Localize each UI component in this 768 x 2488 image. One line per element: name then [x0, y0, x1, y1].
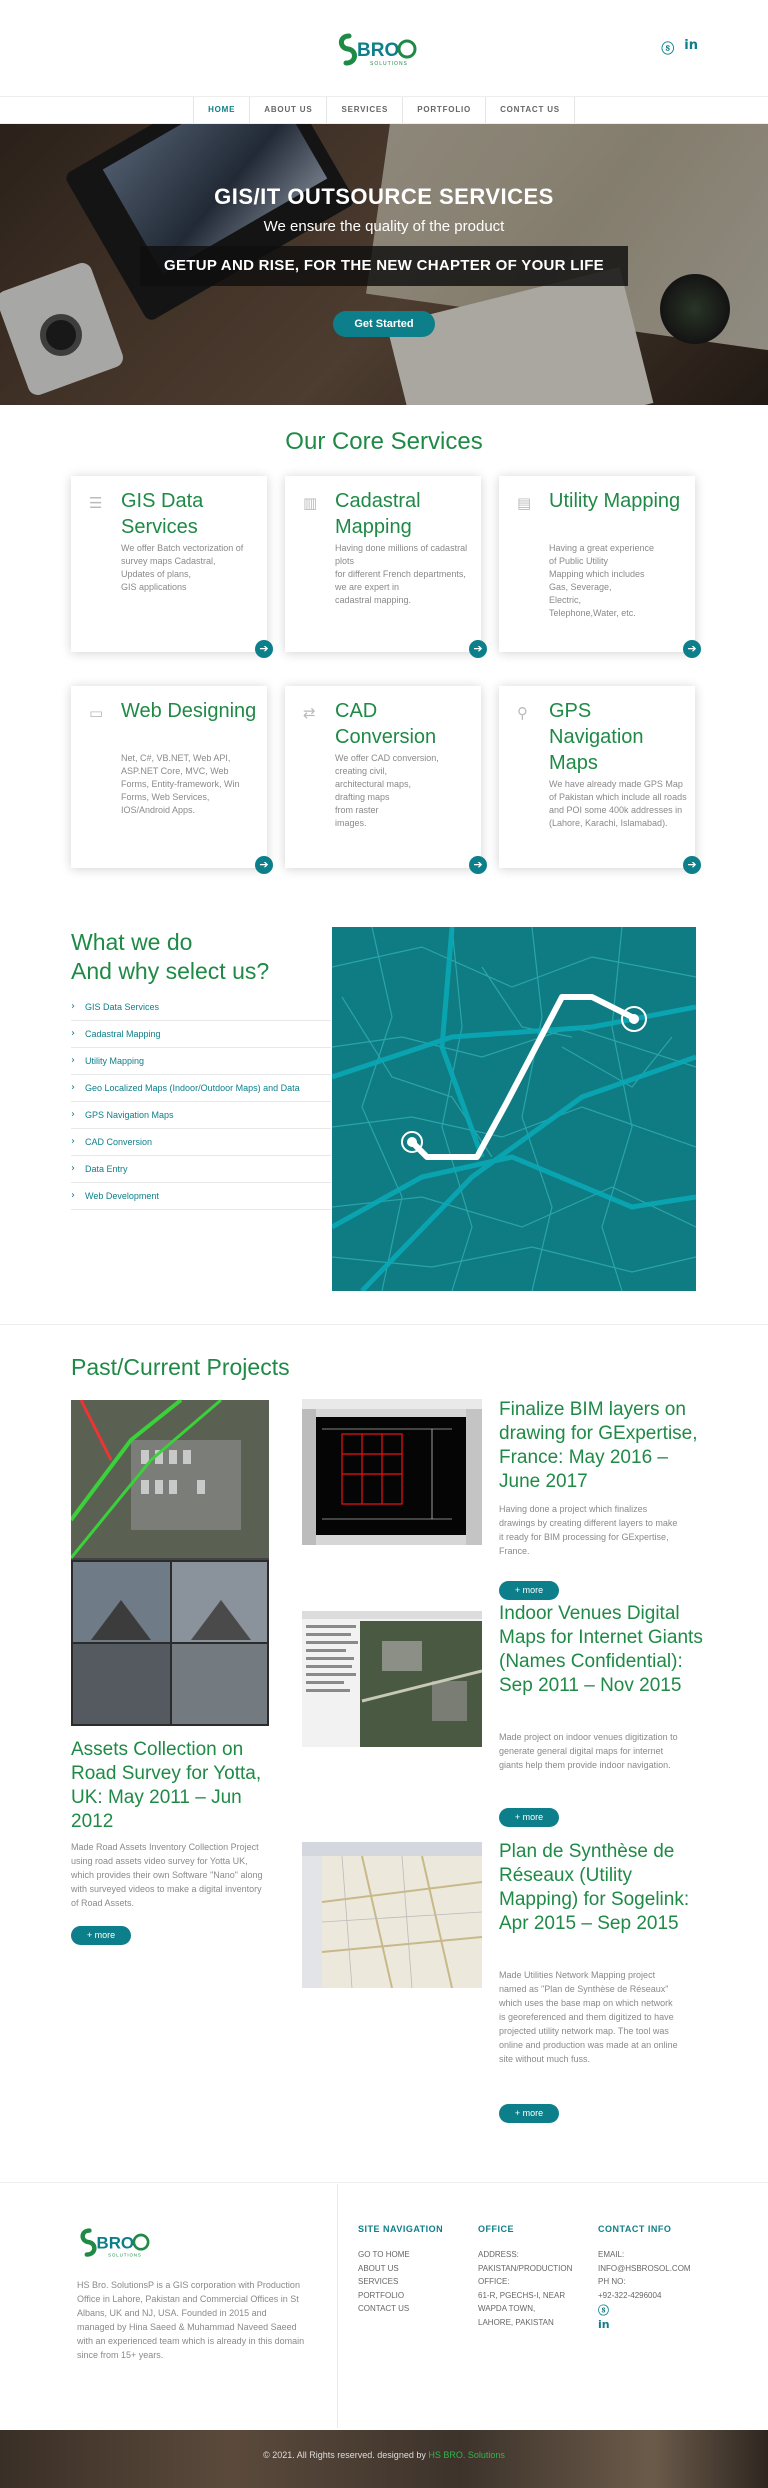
- arrow-right-icon[interactable]: ➔: [255, 640, 273, 658]
- section-divider: [0, 1324, 768, 1325]
- footer-office-address: [478, 2248, 572, 2329]
- service-card-gis-data[interactable]: [71, 476, 269, 655]
- project-title: Plan de Synthèse de Réseaux (Utility Mapping) for Sogelink: Apr 2015 – Sep 2015: [499, 1841, 690, 1934]
- map-marker-icon: ⚲: [517, 704, 528, 722]
- chevron-right-icon: ›: [71, 1163, 75, 1174]
- footer-link-home[interactable]: GO TO HOME: [358, 2250, 410, 2259]
- project-image-bim-layers: [302, 1399, 482, 1545]
- footer-site-nav: [358, 2248, 410, 2316]
- list-item[interactable]: [71, 1183, 331, 1210]
- list-item-label: GPS Navigation Maps: [85, 1110, 174, 1120]
- list-item[interactable]: [71, 1048, 331, 1075]
- list-item-label: Utility Mapping: [85, 1056, 145, 1066]
- service-card-gps-navigation[interactable]: [499, 686, 697, 871]
- list-item[interactable]: [71, 1102, 331, 1129]
- projects-heading: Past/Current Projects: [71, 1354, 290, 1380]
- database-icon: ☰: [89, 494, 103, 512]
- more-button[interactable]: + more: [71, 1926, 131, 1945]
- service-card-text: Having a great experience of Public Utility Mapping which includes Gas, Severage, Electric, Telephone,Water, etc.: [549, 543, 655, 618]
- list-item-label: CAD Conversion: [85, 1137, 153, 1147]
- chevron-right-icon: ›: [71, 1136, 75, 1147]
- footer-office-line: OFFICE:: [478, 2277, 510, 2286]
- service-card-cad-conversion[interactable]: [285, 686, 483, 871]
- project-title: Finalize BIM layers on drawing for GExpertise, France: May 2016 – June 2017: [499, 1399, 698, 1492]
- chevron-right-icon: ›: [71, 1082, 75, 1093]
- list-item[interactable]: [71, 994, 331, 1021]
- chevron-right-icon: ›: [71, 1001, 75, 1012]
- footer-contact-line: EMAIL:: [598, 2250, 625, 2259]
- footer-phone-link[interactable]: +92-322-4296004: [598, 2290, 662, 2300]
- footer-contact-info: [598, 2248, 691, 2331]
- hero-title: GIS/IT OUTSOURCE SERVICES: [214, 184, 554, 209]
- list-item[interactable]: [71, 1156, 331, 1183]
- more-button[interactable]: + more: [499, 1808, 559, 1827]
- brand-logo[interactable]: [335, 30, 425, 70]
- services-heading: Our Core Services: [285, 428, 483, 455]
- footer-about-text: HS Bro. SolutionsP is a GIS corporation with Production Office in Lahore, Pakistan and Commercial Offices in St Albans, UK and NJ, USA. Founded in 2015 and managed by Hina Saeed & Muhammad Naveed Saeed with an experienced team which is already in this domain since from 15+ years.: [77, 2280, 305, 2360]
- social-links: [661, 38, 698, 57]
- footer-link-services[interactable]: SERVICES: [358, 2277, 399, 2286]
- chevron-right-icon: ›: [71, 1055, 75, 1066]
- chevron-right-icon: ›: [71, 1190, 75, 1201]
- project-image-road-survey: [71, 1400, 269, 1726]
- footer-linkedin-icon[interactable]: in: [598, 2317, 610, 2331]
- footer-office-line: PAKISTAN/PRODUCTION: [478, 2263, 573, 2273]
- footer-site-nav-heading: SITE NAVIGATION: [358, 2224, 444, 2234]
- service-card-title: CAD Conversion: [335, 700, 437, 748]
- service-card-text: Net, C#, VB.NET, Web API, ASP.NET Core, MVC, Web Forms, Entity-framework, Win Forms, Web Services, IOS/Android Apps.: [121, 753, 240, 815]
- footer-office-line: LAHORE, PAKISTAN: [478, 2317, 554, 2327]
- project-text: Having done a project which finalizes drawings by creating different layers to make it ready for BIM processing for GExpertise, France.: [499, 1504, 678, 1556]
- list-item-label: Cadastral Mapping: [85, 1029, 161, 1039]
- nav-services[interactable]: SERVICES: [326, 97, 402, 123]
- copyright-label: © 2021. All Rights reserved. designed by: [263, 2450, 426, 2460]
- arrow-right-icon[interactable]: ➔: [255, 856, 273, 874]
- hero-subtitle: We ensure the quality of the product: [263, 218, 505, 235]
- footer-office-line: WAPDA TOWN,: [478, 2304, 536, 2313]
- project-title: Assets Collection on Road Survey for Yotta, UK: May 2011 – Jun 2012: [71, 1739, 262, 1832]
- chevron-right-icon: ›: [71, 1028, 75, 1039]
- nav-contact-us[interactable]: CONTACT US: [485, 97, 575, 123]
- main-nav: [0, 96, 768, 124]
- hero-tagline: GETUP AND RISE, FOR THE NEW CHAPTER OF YOUR LIFE: [140, 246, 628, 286]
- get-started-button[interactable]: Get Started: [333, 311, 435, 337]
- footer-link-portfolio[interactable]: PORTFOLIO: [358, 2290, 405, 2300]
- what-we-do-title-line2: And why select us?: [71, 958, 270, 984]
- footer-email-link[interactable]: INFO@HSBROSOL.COM: [598, 2263, 691, 2273]
- exchange-icon: ⇄: [303, 704, 316, 722]
- copyright-text: [0, 2450, 768, 2460]
- footer-divider: [337, 2184, 338, 2428]
- svg-text:SOLUTIONS: SOLUTIONS: [108, 2252, 142, 2258]
- list-item-label: Geo Localized Maps (Indoor/Outdoor Maps) and Data: [85, 1083, 300, 1093]
- arrow-right-icon[interactable]: ➔: [683, 640, 701, 658]
- service-card-text: We have already made GPS Map of Pakistan which include all roads and POI some 400k addresses in (Lahore, Karachi, Islamabad).: [549, 779, 687, 828]
- footer-skype-icon[interactable]: ⓢ: [598, 2304, 609, 2317]
- project-text: Made Road Assets Inventory Collection Project using road assets video survey for Yotta UK, which provides their own Software "Nano" along with surveyed videos to make a digital inventory of Road Assets.: [71, 1842, 263, 1908]
- list-item-label: Data Entry: [85, 1164, 128, 1174]
- chevron-right-icon: ›: [71, 1109, 75, 1120]
- service-card-title: GPS Navigation Maps: [549, 700, 644, 774]
- footer-logo[interactable]: [77, 2224, 157, 2262]
- nav-home[interactable]: HOME: [193, 97, 249, 123]
- hero-banner: [0, 124, 768, 405]
- service-card-web-designing[interactable]: [71, 686, 269, 871]
- footer-office-heading: OFFICE: [478, 2224, 514, 2234]
- service-card-text: Having done millions of cadastral plots for different French departments, we are expert in cadastral mapping.: [335, 543, 468, 605]
- arrow-right-icon[interactable]: ➔: [469, 640, 487, 658]
- project-text: Made Utilities Network Mapping project named as "Plan de Synthèse de Réseaux" which uses the base map on which network is georeferenced and them digitized to have projected utility network map. The tool was online and production was made at an online site without much fuss.: [499, 1970, 678, 2064]
- svg-text:SOLUTIONS: SOLUTIONS: [370, 61, 408, 67]
- service-card-title: GIS Data Services: [121, 490, 204, 538]
- project-title: Indoor Venues Digital Maps for Internet Giants (Names Confidential): Sep 2011 – Nov 2015: [499, 1603, 703, 1696]
- list-item-label: Web Development: [85, 1191, 159, 1201]
- service-card-cadastral[interactable]: [285, 476, 483, 655]
- footer-office-line: 61-R, PGECHS-I, NEAR: [478, 2290, 566, 2300]
- site-header: [0, 0, 768, 96]
- more-button[interactable]: + more: [499, 2104, 559, 2123]
- map-outline-icon: ▤: [517, 494, 532, 512]
- list-item-label: GIS Data Services: [85, 1002, 160, 1012]
- nav-about-us[interactable]: ABOUT US: [249, 97, 326, 123]
- service-card-title: Cadastral Mapping: [335, 490, 421, 538]
- list-item[interactable]: [71, 1129, 331, 1156]
- project-image-utility-mapping: [302, 1842, 482, 1988]
- list-item[interactable]: [71, 1075, 331, 1102]
- navigation-map-illustration: [332, 927, 696, 1291]
- more-button[interactable]: + more: [499, 1581, 559, 1600]
- linkedin-icon[interactable]: in: [684, 38, 698, 53]
- list-item[interactable]: [71, 1021, 331, 1048]
- footer-contact-line: PH NO:: [598, 2277, 626, 2286]
- service-card-title: Web Designing: [121, 700, 257, 722]
- designer-link[interactable]: HS BRO. Solutions: [428, 2450, 505, 2460]
- arrow-right-icon[interactable]: ➔: [469, 856, 487, 874]
- map-icon: ▥: [303, 494, 318, 512]
- footer-contact-heading: CONTACT INFO: [598, 2224, 672, 2234]
- monitor-icon: ▭: [89, 704, 104, 722]
- what-we-do-title-line1: What we do: [71, 929, 193, 955]
- arrow-right-icon[interactable]: ➔: [683, 856, 701, 874]
- skype-icon[interactable]: ⓢ: [661, 42, 675, 57]
- what-we-do-heading: [71, 928, 341, 986]
- service-card-text: We offer Batch vectorization of survey maps Cadastral, Updates of plans, GIS applications: [121, 543, 244, 592]
- footer-office-line: ADDRESS:: [478, 2250, 519, 2259]
- footer-link-about[interactable]: ABOUT US: [358, 2263, 399, 2273]
- svg-text:BRO: BRO: [357, 40, 400, 61]
- project-text: Made project on indoor venues digitization to generate general digital maps for internet giants help them provide indoor navigation.: [499, 1732, 678, 1770]
- project-image-indoor-venues: [302, 1611, 482, 1747]
- footer-link-contact[interactable]: CONTACT US: [358, 2304, 410, 2313]
- what-we-do-list: [71, 994, 331, 1210]
- service-card-utility[interactable]: [499, 476, 697, 655]
- service-card-title: Utility Mapping: [549, 490, 681, 512]
- service-card-text: We offer CAD conversion, creating civil, architectural maps, drafting maps from raster images.: [335, 753, 439, 828]
- svg-text:BRO: BRO: [96, 2233, 135, 2253]
- nav-portfolio[interactable]: PORTFOLIO: [402, 97, 485, 123]
